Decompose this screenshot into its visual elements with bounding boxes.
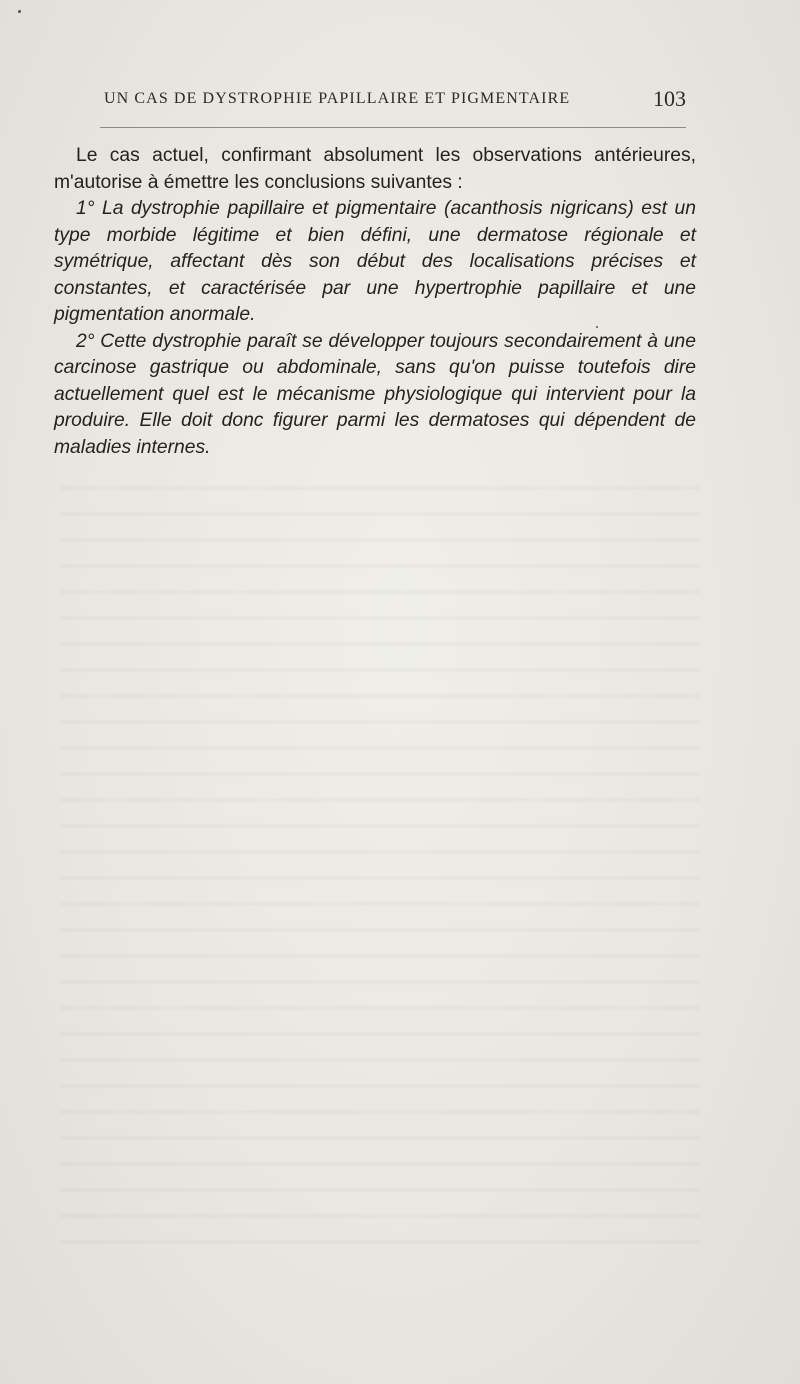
paper-speck	[18, 10, 21, 13]
paragraph-intro: Le cas actuel, confirmant absolument les observations antérieures, m'autorise à émettre les conclusions suivantes :	[54, 145, 696, 193]
paper-speck	[596, 326, 598, 328]
header-rule	[100, 127, 686, 128]
show-through-texture	[60, 470, 700, 1250]
body-text	[54, 143, 696, 461]
paragraph-conclusion-2: 2° Cette dystrophie paraît se développer toujours secondairement à une carcinose gastrique ou abdominale, sans qu'on puisse toutefois dire actuellement quel est le mécanisme physiologique qui intervient pour la produire. Elle doit donc figurer parmi les dermatoses qui dépendent de maladies internes.	[54, 330, 696, 458]
running-title: UN CAS DE DYSTROPHIE PAPILLAIRE ET PIGMENTAIRE	[104, 90, 571, 107]
page-number: 103	[653, 86, 686, 111]
page-header	[100, 88, 686, 112]
paragraph-conclusion-1: 1° La dystrophie papillaire et pigmentaire (acanthosis nigricans) est un type morbide légitime et bien défini, une dermatose régionale et symétrique, affectant dès son début des localisations précises et constantes, et caractérisée par une hypertrophie papillaire et une pigmentation anormale.	[54, 198, 696, 325]
